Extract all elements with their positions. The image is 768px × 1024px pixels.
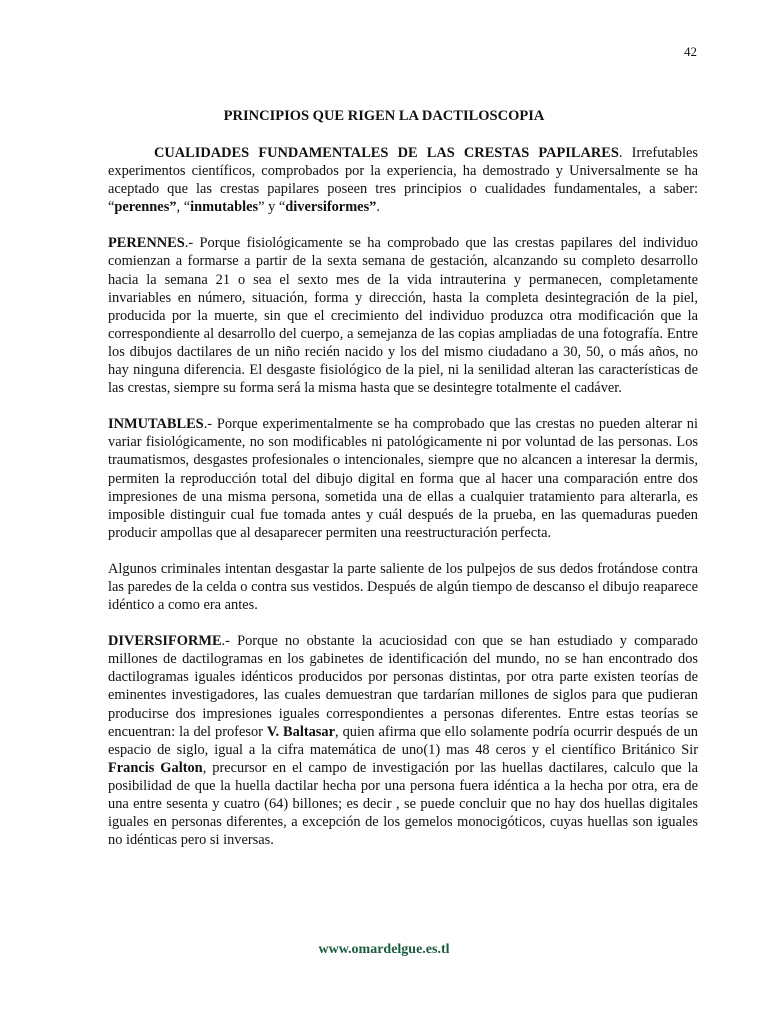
footer-link[interactable]: www.omardelgue.es.tl bbox=[318, 942, 450, 957]
term-perennes: perennes” bbox=[114, 199, 177, 216]
term-diversiformes: diversiformes” bbox=[285, 199, 377, 216]
diversiforme-text-3: , precursor en el campo de investigación por las huellas dactilares, calculo que la posibilidad de que la huella dactilar hecha por una persona fuera idéntica a la hecha por otra, era de una entre sesenta y cuatro (64) billones; es decir , se puede concluir que no hay dos huellas digitales iguales en personas diferentes, a excepción de los gemelos monocigóticos, cuyas huellas son iguales no idénticas pero si inversas. bbox=[108, 759, 699, 849]
criminales-text: Algunos criminales intentan desgastar la parte saliente de los pulpejos de sus dedos frotándose contra las paredes de la celda o contra sus vestidos. Después de algún tiempo de descanso el dibujo reaparece idéntico a como era antes. bbox=[108, 560, 698, 614]
intro-heading: CUALIDADES FUNDAMENTALES DE LAS CRESTAS PAPILARES bbox=[154, 145, 619, 161]
term-inmutables: inmutables bbox=[190, 199, 259, 216]
page-number: 42 bbox=[684, 44, 697, 59]
inmutables-label: INMUTABLES bbox=[108, 416, 204, 433]
document-body bbox=[108, 144, 698, 867]
intro-end: . bbox=[376, 199, 380, 216]
intro-sep-2: ” y “ bbox=[258, 199, 286, 216]
diversiforme-text-1: .- Porque no obstante la acuciosidad con que se han estudiado y comparado millones de dactilogramas en los gabinetes de identificación del mundo, no se han encontrado dos dactilogramas iguales idénticos producidos por personas distintas, por otra parte existen teorías de eminentes investigadores, las cuales demuestran que tardarían millones de siglos para que pudieran producirse dos impresiones iguales correspondientes a personas diferentes. Entre estas teorías se encuentran: la del profesor bbox=[108, 633, 698, 740]
perennes-label: PERENNES bbox=[108, 235, 185, 252]
diversiforme-paragraph bbox=[108, 632, 698, 849]
intro-text: . Irrefutables experimentos científicos, comprobados por la experiencia, ha demostrado y Universalmente se ha aceptado que las crestas papilares poseen tres principios o cualidades fundamentales, a saber: “ bbox=[108, 145, 698, 216]
perennes-paragraph bbox=[108, 234, 698, 397]
intro-paragraph bbox=[108, 144, 698, 216]
intro-sep-1: , “ bbox=[176, 199, 191, 216]
inmutables-paragraph bbox=[108, 415, 698, 542]
name-baltasar: V. Baltasar bbox=[266, 723, 335, 740]
name-galton: Francis Galton bbox=[108, 759, 203, 776]
perennes-text: .- Porque fisiológicamente se ha comprobado que las crestas papilares del individuo comienzan a formarse a partir de la sexta semana de gestación, alcanzando su completo desarrollo hacia la semana 21 o sea el sexto mes de la vida intrauterina y permanecen, completamente invariables en número, situación, forma y dirección, hasta la completa desintegración de la piel, producida por la muerte, sin que el crecimiento del individuo produzca otra modificación que la correspondiente al desarrollo del cuerpo, a semejanza de las copias ampliadas de una fotografía. Entre los dibujos dactilares de un niño recién nacido y los del mismo ciudadano a 30, 50, o más años, no hay ninguna diferencia. El desgaste fisiológico de la piel, ni la senilidad alteran las características de las crestas, siempre su forma será la misma hasta que se desintegre totalmente el cadáver. bbox=[108, 235, 698, 397]
diversiforme-label: DIVERSIFORME bbox=[108, 633, 222, 650]
inmutables-text: .- Porque experimentalmente se ha comprobado que las crestas no pueden alterar ni variar fisiológicamente, no son modificables ni patológicamente ni por voluntad de las personas. Los traumatismos, desgastes profesionales o intencionales, siempre que no alcancen a interesar la dermis, permiten la reproducción total del dibujo digital en forma que al hacer una comparación entre dos impresiones de una misma persona, sometida una de ellas a cualquier tratamiento para alterarla, es imposible distinguir cual fue tomada antes y cuál después de la prueba, en las quemaduras pueden producir ampollas que al desaparecer permiten una reestructuración perfecta. bbox=[108, 416, 698, 541]
criminales-paragraph bbox=[108, 560, 698, 614]
page-title: PRINCIPIOS QUE RIGEN LA DACTILOSCOPIA bbox=[223, 108, 545, 124]
diversiforme-text-2: , quien afirma que ello solamente podría ocurrir después de un espacio de siglo, igual a la cifra matemática de uno(1) mas 48 ceros y el científico Británico Sir bbox=[108, 723, 698, 758]
